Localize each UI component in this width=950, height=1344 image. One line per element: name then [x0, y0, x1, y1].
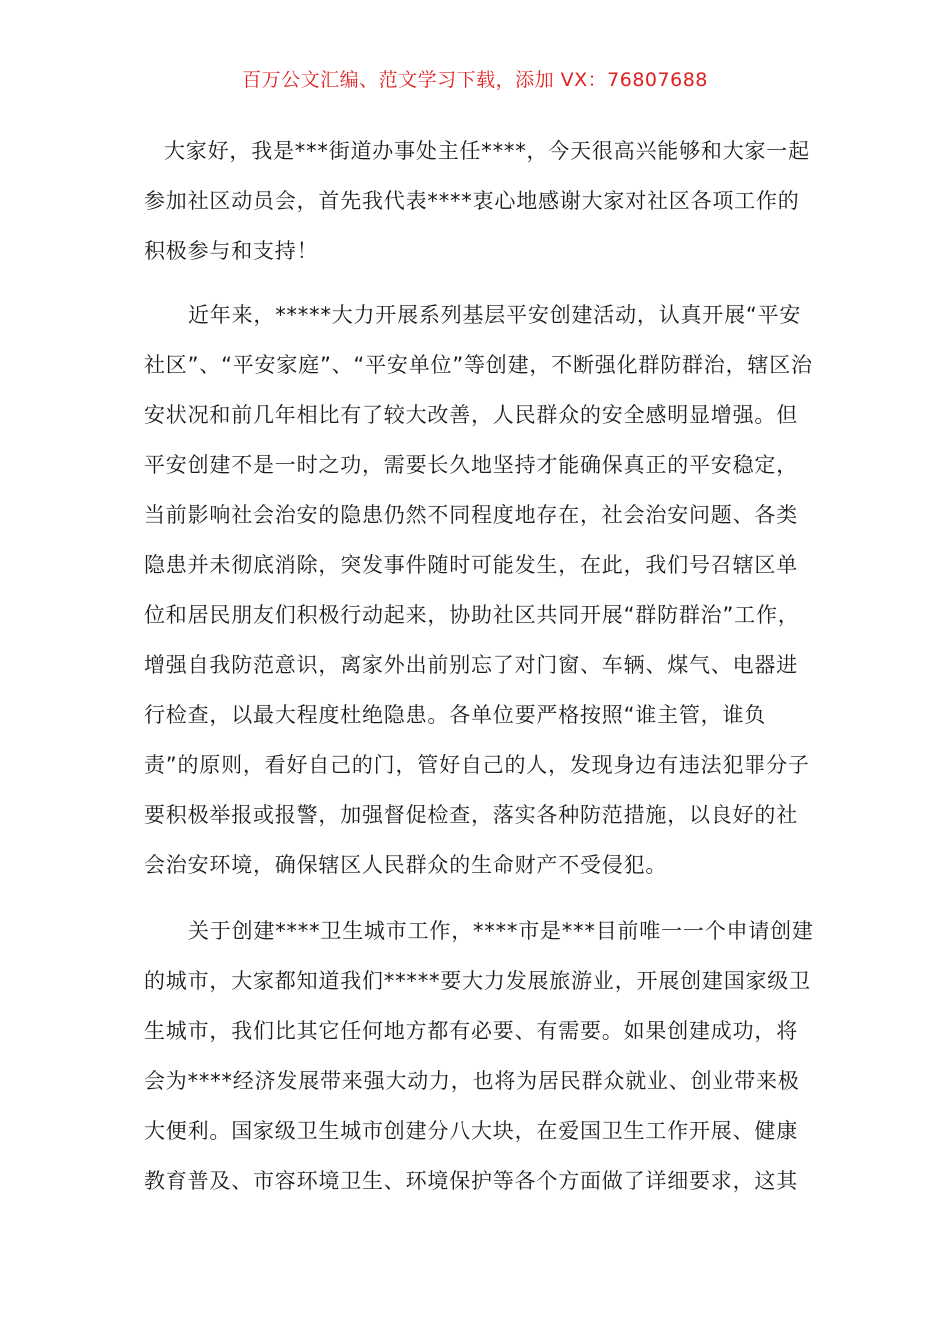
paragraph-sanitation: 关于创建****卫生城市工作，****市是***目前唯一一个申请创建的城市，大家都知道我们*****要大力发展旅游业，开展创建国家级卫生城市，我们比其它任何地方都有必要、有需要。如果创建成功，将会为****经济发展带来强大动力，也将为居民群众就业、创业带来极大便利。国家级卫生城市创建分八大块，在爱国卫生工作开展、健康教育普及、市容环境卫生、环境保护等各个方面做了详细要求，这其 — [144, 919, 814, 1193]
paragraph-safety: 近年来，*****大力开展系列基层平安创建活动，认真开展“平安社区”、“平安家庭”、“平安单位”等创建，不断强化群防群治，辖区治安状况和前几年相比有了较大改善，人民群众的安全感明显增强。但平安创建不是一时之功，需要长久地坚持才能确保真正的平安稳定，当前影响社会治安的隐患仍然不同程度地存在，社会治安问题、各类隐患并未彻底消除，突发事件随时可能发生，在此，我们号召辖区单位和居民朋友们积极行动起来，协助社区共同开展“群防群治”工作，增强自我防范意识，离家外出前别忘了对门窗、车辆、煤气、电器进行检查，以最大程度杜绝隐患。各单位要严格按照“谁主管，谁负责”的原则，看好自己的门，管好自己的人，发现身边有违法犯罪分子要积极举报或报警，加强督促检查，落实各种防范措施，以良好的社会治安环境，确保辖区人民群众的生命财产不受侵犯。 — [144, 303, 813, 877]
document-body — [144, 126, 814, 1222]
paragraph-greeting: 大家好，我是***街道办事处主任****，今天很高兴能够和大家一起参加社区动员会，首先我代表****衷心地感谢大家对社区各项工作的积极参与和支持！ — [144, 139, 810, 263]
header-banner: 百万公文汇编、范文学习下载，添加 VX：76807688 — [242, 69, 708, 91]
